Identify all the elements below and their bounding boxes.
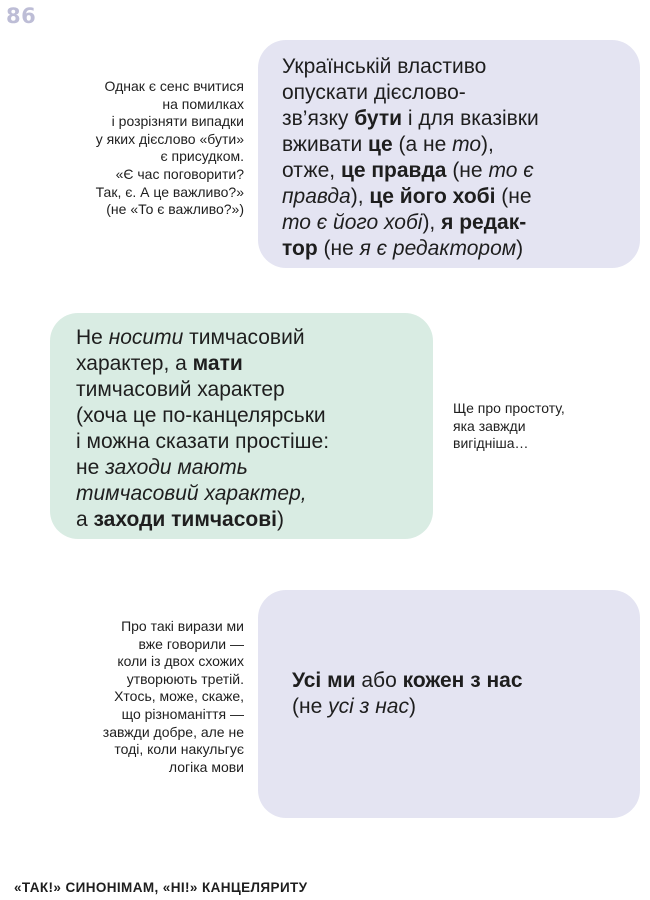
bubble-line bbox=[282, 236, 640, 262]
side-note-line: вже говорили — bbox=[138, 635, 244, 652]
side-note-line: (не «То є важливо?») bbox=[106, 201, 244, 218]
bubble-line bbox=[76, 325, 433, 351]
text: ), bbox=[481, 133, 494, 156]
bold-term: я редак- bbox=[441, 211, 527, 234]
side-note-line: Про такі вирази ми bbox=[121, 618, 244, 634]
side-note-line: і розрізняти випадки bbox=[111, 113, 244, 130]
side-note-line: яка завжди bbox=[453, 417, 526, 434]
bold-term: це його хобі bbox=[369, 185, 496, 208]
side-note-3 bbox=[20, 618, 244, 776]
text: (не bbox=[495, 185, 532, 208]
side-note-line: вигідніша… bbox=[453, 435, 529, 452]
bold-term: тор bbox=[282, 237, 318, 260]
text: ) bbox=[277, 508, 284, 531]
text: (не bbox=[446, 159, 489, 182]
example-bubble-2 bbox=[50, 313, 433, 539]
italic-term: тимчасовий характер, bbox=[76, 482, 307, 505]
side-note-line: Однак є сенс вчитися bbox=[104, 78, 244, 94]
side-note-1 bbox=[20, 78, 244, 219]
bubble-line: (хоча це по-канцелярськи bbox=[76, 404, 326, 427]
bubble-line: тимчасовий характер bbox=[76, 378, 285, 401]
text: отже, bbox=[282, 159, 341, 182]
italic-term: то є його хобі bbox=[282, 211, 423, 234]
side-note-line: у яких дієслово «бути» bbox=[95, 130, 244, 147]
side-note-line: Хтось, може, скаже, bbox=[114, 688, 244, 705]
italic-term: то є bbox=[488, 159, 534, 182]
text: (а не bbox=[392, 133, 453, 156]
side-note-line: Ще про простоту, bbox=[453, 400, 565, 416]
italic-term: то bbox=[452, 133, 482, 156]
bubble-line: опускати дієслово- bbox=[282, 81, 466, 104]
bubble-line bbox=[282, 184, 640, 210]
italic-term: носити bbox=[108, 326, 184, 349]
bubble-line bbox=[76, 481, 433, 507]
bubble-line bbox=[292, 694, 640, 720]
bubble-line bbox=[282, 132, 640, 158]
running-footer: «ТАК!» СИНОНІМАМ, «НІ!» КАНЦЕЛЯРИТУ bbox=[14, 880, 308, 895]
side-note-line: коли із двох схожих bbox=[117, 653, 244, 670]
side-note-line: що різноманіття — bbox=[121, 705, 244, 722]
example-bubble-1 bbox=[258, 40, 640, 268]
side-note-2 bbox=[453, 400, 643, 453]
bubble-line bbox=[282, 210, 640, 236]
bold-term: це bbox=[368, 133, 393, 156]
side-note-line: утворюють третій. bbox=[126, 670, 244, 687]
text: ) bbox=[516, 237, 524, 260]
page-number: 86 bbox=[6, 4, 37, 28]
text: (не bbox=[292, 695, 329, 718]
side-note-line: логіка мови bbox=[168, 758, 244, 775]
bold-term: кожен з нас bbox=[402, 669, 523, 692]
side-note-line: завжди добре, але не bbox=[102, 723, 244, 740]
side-note-line: «Є час поговорити? bbox=[115, 165, 244, 182]
side-note-line: на помилках bbox=[162, 95, 244, 112]
bubble-line bbox=[76, 507, 433, 533]
italic-term: усі з нас bbox=[328, 695, 409, 718]
bubble-line: Українській властиво bbox=[282, 55, 487, 78]
bubble-line bbox=[76, 455, 433, 481]
example-bubble-3 bbox=[258, 590, 640, 818]
bold-term: Усі ми bbox=[292, 669, 356, 692]
text: характер, а bbox=[76, 352, 193, 375]
text: ) bbox=[408, 695, 416, 718]
bubble-line bbox=[292, 668, 640, 694]
bold-term: бути bbox=[354, 107, 403, 130]
text: або bbox=[355, 669, 403, 692]
text: Не bbox=[76, 326, 109, 349]
text: вживати bbox=[282, 133, 369, 156]
side-note-line: є присудком. bbox=[160, 148, 244, 165]
text: не bbox=[76, 456, 106, 479]
text: ), bbox=[422, 211, 442, 234]
bold-term: це правда bbox=[340, 159, 447, 182]
text: зв’язку bbox=[282, 107, 355, 130]
bold-term: заходи тимчасові bbox=[93, 508, 277, 531]
text: а bbox=[76, 508, 94, 531]
text: тимчасовий bbox=[183, 326, 305, 349]
bubble-line bbox=[76, 351, 433, 377]
text: ), bbox=[350, 185, 370, 208]
text: (не bbox=[317, 237, 360, 260]
bubble-line: і можна сказати простіше: bbox=[76, 430, 330, 453]
bold-term: мати bbox=[192, 352, 243, 375]
side-note-line: Так, є. А це важливо?» bbox=[95, 183, 244, 200]
bubble-line bbox=[282, 158, 640, 184]
italic-term: правда bbox=[282, 185, 351, 208]
side-note-line: тоді, коли накульгує bbox=[114, 741, 244, 758]
text: і для вказівки bbox=[402, 107, 539, 130]
italic-term: я є редактором bbox=[359, 237, 517, 260]
italic-term: заходи мають bbox=[105, 456, 248, 479]
bubble-line bbox=[282, 106, 640, 132]
